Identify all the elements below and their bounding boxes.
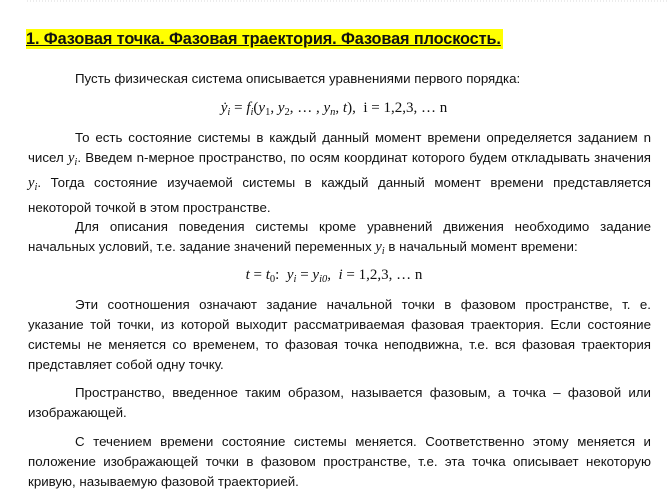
- p2-text-b: . Введем n-мерное пространство, по осям координат которого будем откладывать значения: [77, 150, 651, 165]
- eq1-y2-sub: 2: [284, 107, 290, 118]
- eq1-f: f: [246, 100, 251, 116]
- p3-math-i: i: [381, 246, 385, 257]
- eq1-f-sub: i: [250, 107, 254, 118]
- eq1-tail: ,: [335, 100, 343, 116]
- eq2-t0: t: [265, 267, 270, 283]
- eq2-yi0: y: [312, 267, 320, 283]
- eq2-yi0-sub: i0: [319, 274, 328, 285]
- eq2-comma: ,: [327, 267, 339, 283]
- eq1-lhs-sub: i: [227, 107, 231, 118]
- eq2-t: t: [245, 267, 250, 283]
- equation-system: [0, 98, 668, 123]
- p2-text-a: То есть состояние системы в каждый данный момент времени определяется заданием n чисел: [28, 130, 651, 165]
- eq1-y2: y: [277, 100, 285, 116]
- eq1-yn: y: [323, 100, 331, 116]
- eq1-open: (: [253, 100, 259, 116]
- eq1-yn-sub: n: [330, 107, 336, 118]
- eq1-t: t: [342, 100, 348, 116]
- paragraph-state: [28, 128, 651, 218]
- eq2-t0-sub: 0: [269, 274, 276, 285]
- eq1-close: ),: [347, 100, 356, 116]
- paragraph-trajectory: С течением времени состояние системы меняется. Соответственно этому меняется и положение изображающей точки в фазовом пространстве, т.е. эта точка описывает некоторую кривую, называемую фазовой траекторией.: [28, 434, 651, 489]
- p2-text-c: . Тогда состояние изучаемой системы в каждый данный момент времени представляется некоторой точкой в этом пространстве.: [28, 175, 651, 215]
- paragraph-meaning: Эти соотношения означают задание начальной точки в фазовом пространстве, т. е. указание той точки, из которой выходит рассматриваемая фазовая траектория. Если состояние системы не меняется со временем, то фазовая точка неподвижна, т.е. вся фазовая траектория представляет собой одну точку.: [28, 297, 651, 372]
- paragraph-intro: Пусть физическая система описывается уравнениями первого порядка:: [75, 71, 521, 86]
- eq2-colon: :: [275, 267, 287, 283]
- eq1-mid: , … ,: [289, 100, 324, 116]
- eq1-range: i = 1,2,3, … n: [355, 100, 448, 116]
- paragraph-initial: [28, 217, 651, 262]
- equation-initial: [0, 265, 668, 290]
- eq1-y1: y: [258, 100, 266, 116]
- p2-math-i2: i: [34, 182, 38, 193]
- eq2-eq1: =: [249, 267, 266, 283]
- eq2-y: y: [286, 267, 294, 283]
- eq2-y-sub: i: [293, 274, 297, 285]
- eq1-sep1: ,: [270, 100, 278, 116]
- eq2-i: i: [338, 267, 343, 283]
- p3-math-y: y: [375, 239, 382, 255]
- p3-text-a: Для описания поведения системы кроме уравнений движения необходимо задание начальных условий, т.е. задание значений переменных: [28, 219, 651, 254]
- eq1-lhs-var: ẏ: [220, 100, 228, 116]
- p3-text-b: в начальный момент времени:: [384, 239, 578, 254]
- top-page-rule: [27, 0, 668, 8]
- eq1-y1-sub: 1: [265, 107, 271, 118]
- eq2-range: = 1,2,3, … n: [342, 267, 423, 283]
- section-heading: 1. Фазовая точка. Фазовая траектория. Фазовая плоскость.: [26, 30, 501, 48]
- p2-math-y2: y: [28, 175, 35, 191]
- p2-math-i1: i: [74, 157, 78, 168]
- p2-math-y1: y: [67, 150, 75, 166]
- eq2-eq2: =: [296, 267, 313, 283]
- eq1-equals: =: [230, 100, 247, 116]
- paragraph-phase-space: Пространство, введенное таким образом, называется фазовым, а точка – фазовой или изображающей.: [28, 385, 651, 420]
